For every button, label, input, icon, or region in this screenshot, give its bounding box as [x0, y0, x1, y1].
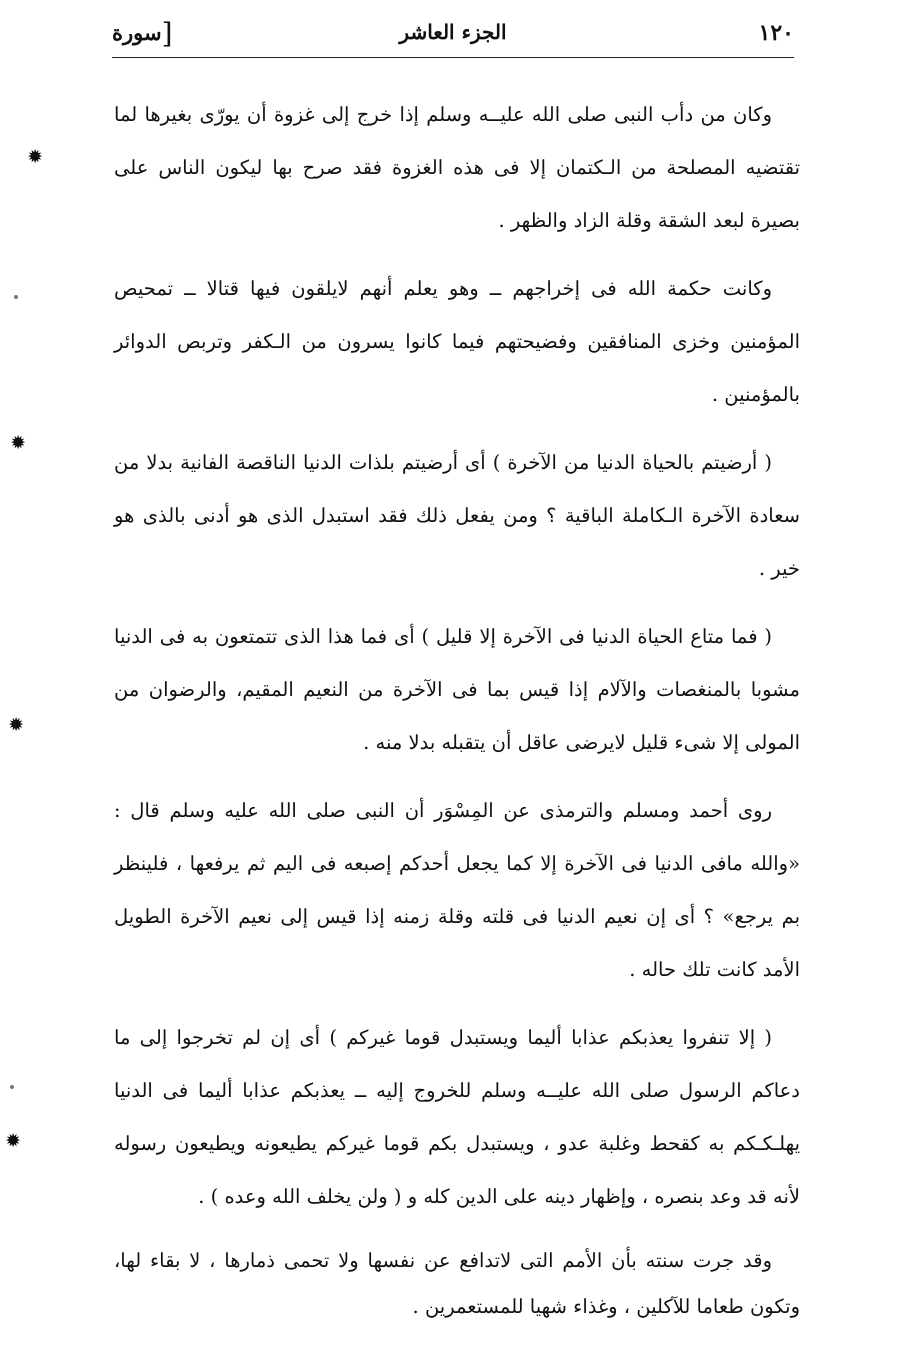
page-body [114, 88, 800, 1345]
scan-speck [14, 295, 18, 299]
part-title: الجزء العاشر [399, 20, 507, 44]
scan-speck [10, 1085, 14, 1089]
paragraph-7: وقد جرت سنته بأن الأمم التى لاتدافع عن نفسها ولا تحمى ذمارها ، لا بقاء لها، وتكون طعاما للآكلين ، وغذاء شهيا للمستعمرين . [114, 1249, 800, 1318]
paragraph-1: وكان من دأب النبى صلى الله عليــه وسلم إذا خرج إلى غزوة أن يورّى بغيرها لما تقتضيه المصلحة من الـكتمان إلا فى هذه الغزوة فقد صرح بها ليكون الناس على بصيرة لبعد الشقة وقلة الزاد والظهر . [114, 103, 800, 232]
sura-bracket: [ [161, 17, 173, 50]
paragraph-5: روى أحمد ومسلم والترمذى عن المِسْوَر أن النبى صلى الله عليه وسلم قال : «والله مافى الدنيا فى الآخرة إلا كما يجعل أحدكم إصبعه فى اليم ثم يرفعها ، فلينظر بم يرجع» ؟ أى إن نعيم الدنيا فى قلته وقلة زمنه إذا قيس إلى نعيم الآخرة الطويل الأمد كانت تلك حاله . [114, 799, 800, 981]
sura-label [112, 17, 173, 50]
header-rule [112, 57, 794, 58]
sura-label-text: سورة [112, 20, 162, 45]
margin-ornament-icon: ✹ [5, 1130, 21, 1152]
page-header [112, 14, 794, 58]
paragraph-6: ( إلا تنفروا يعذبكم عذابا أليما ويستبدل قوما غيركم ) أى إن لم تخرجوا إلى ما دعاكم الرسول صلى الله عليــه وسلم للخروج إليه ــ يعذبكم عذابا أليما فى الدنيا يهلـكـكم به كقحط وغلبة عدو ، ويستبدل بكم قوما غيركم يطيعونه ويطيعون رسوله لأنه قد وعد بنصره ، وإظهار دينه على الدين كله و ( ولن يخلف الله وعده ) . [114, 1026, 800, 1208]
paragraph-2: وكانت حكمة الله فى إخراجهم ــ وهو يعلم أنهم لايلقون فيها قتالا ــ تمحيص المؤمنين وخزى المنافقين وفضيحتهم فيما كانوا يسرون من الـكفر وتربص الدوائر بالمؤمنين . [114, 277, 800, 406]
margin-ornament-icon: ✹ [27, 146, 43, 168]
margin-ornament-icon: ✹ [10, 432, 26, 454]
page-number: ١٢٠ [758, 20, 794, 46]
paragraph-3: ( أرضيتم بالحياة الدنيا من الآخرة ) أى أرضيتم بلذات الدنيا الناقصة الفانية بدلا من سعادة الآخرة الـكاملة الباقية ؟ ومن يفعل ذلك فقد استبدل الذى هو أدنى بالذى هو خير . [114, 451, 800, 580]
margin-ornament-icon: ✹ [8, 714, 24, 736]
paragraph-4: ( فما متاع الحياة الدنيا فى الآخرة إلا قليل ) أى فما هذا الذى تتمتعون به فى الدنيا مشوبا بالمنغصات والآلام إذا قيس بما فى الآخرة من النعيم المقيم، والرضوان من المولى إلا شىء قليل لايرضى عاقل أن يتقبله بدلا منه . [114, 625, 800, 754]
